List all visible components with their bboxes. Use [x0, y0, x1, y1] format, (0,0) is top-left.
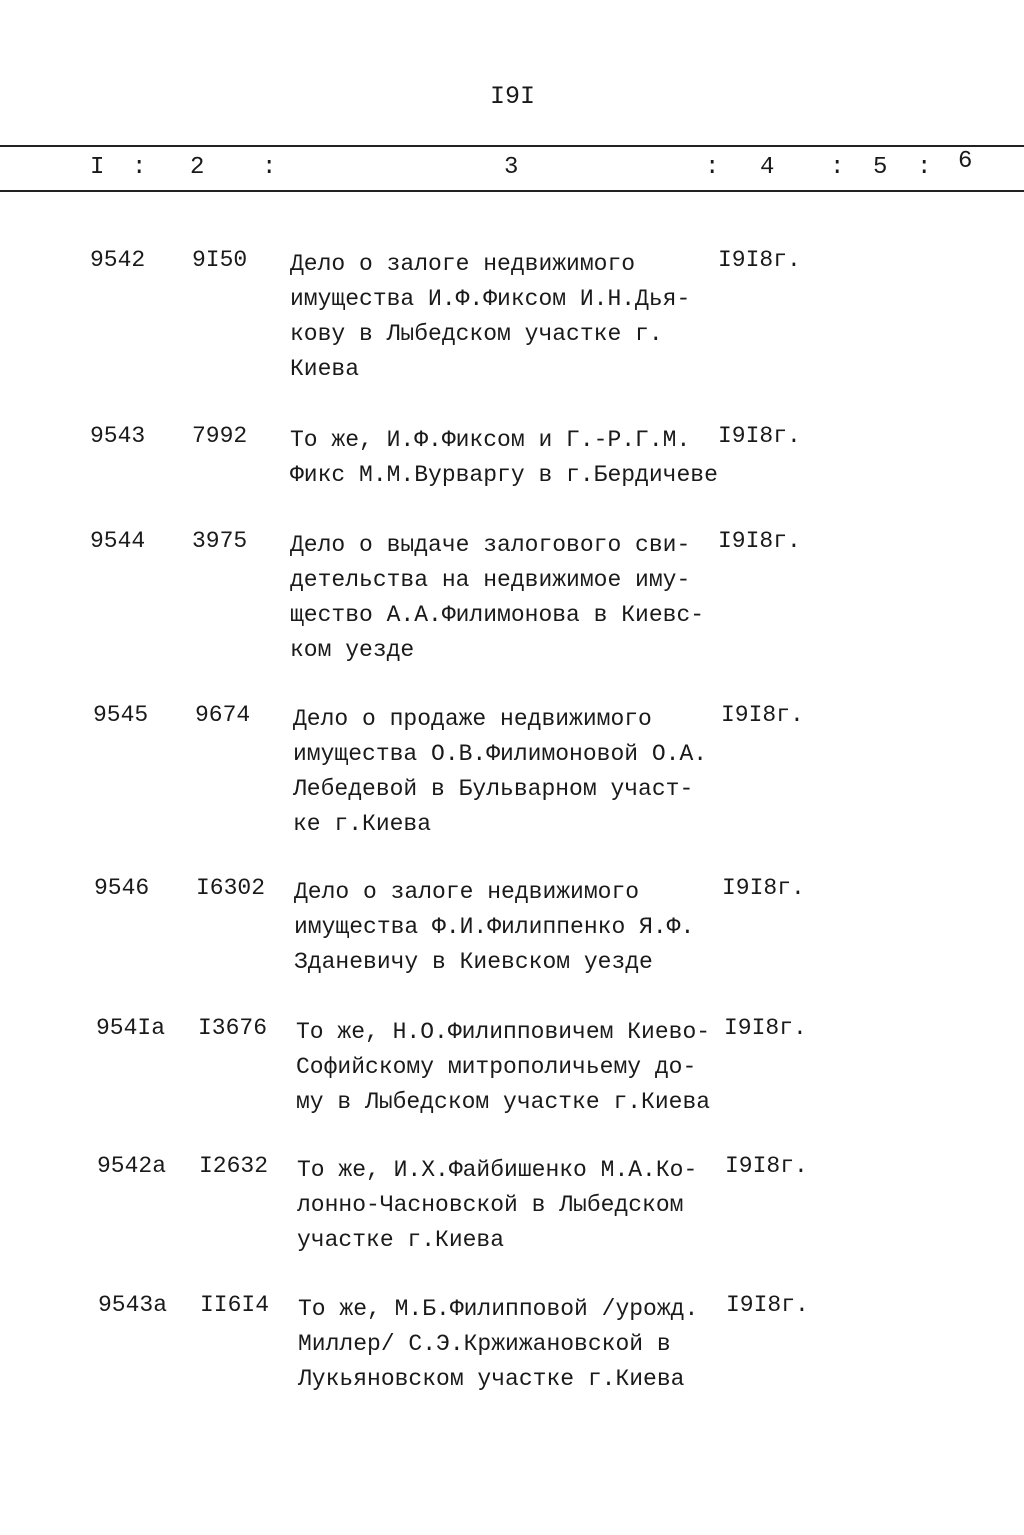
entry-description: [290, 423, 718, 493]
col-separator: :: [830, 154, 845, 181]
entry-year: I9I8г.: [722, 875, 805, 901]
entry-number: 9545: [93, 702, 149, 728]
description-line: имущества О.В.Филимоновой О.А.: [293, 741, 708, 767]
description-line: Софийскому митрополичьему до-: [296, 1054, 697, 1080]
entry-description: [298, 1292, 698, 1397]
col-6-header: 6: [958, 148, 973, 175]
old-number: I2632: [199, 1153, 269, 1179]
description-line: Киева: [290, 356, 360, 382]
old-number: I3676: [198, 1015, 268, 1041]
description-line: кову в Лыбедском участке г.: [290, 321, 663, 347]
page-number: I9I: [490, 82, 536, 111]
header-top-rule: [0, 145, 1024, 147]
entry-number: 9542а: [97, 1153, 167, 1179]
col-separator: :: [132, 154, 147, 181]
description-line: То же, И.Ф.Фиксом и Г.-Р.Г.М.: [290, 427, 691, 453]
entry-number: 9543а: [98, 1292, 168, 1318]
description-line: имущества Ф.И.Филиппенко Я.Ф.: [294, 914, 695, 940]
col-4-header: 4: [760, 154, 775, 181]
entry-number: 9543: [90, 423, 146, 449]
old-number: 9I50: [192, 247, 248, 273]
old-number: 7992: [192, 423, 248, 449]
entry-year: I9I8г.: [726, 1292, 809, 1318]
entry-year: I9I8г.: [718, 423, 801, 449]
description-line: Фикс М.М.Вурваргу в г.Бердичеве: [290, 462, 718, 488]
entry-year: I9I8г.: [725, 1153, 808, 1179]
description-line: Дело о выдаче залогового сви-: [290, 532, 691, 558]
old-number: 3975: [192, 528, 248, 554]
description-line: му в Лыбедском участке г.Киева: [296, 1089, 711, 1115]
entry-year: I9I8г.: [721, 702, 804, 728]
col-2-header: 2: [190, 154, 205, 181]
description-line: Дело о залоге недвижимого: [290, 251, 636, 277]
description-line: детельства на недвижимое иму-: [290, 567, 691, 593]
entry-number: 9542: [90, 247, 146, 273]
description-line: участке г.Киева: [297, 1227, 505, 1253]
description-line: То же, М.Б.Филипповой /урожд.: [298, 1296, 699, 1322]
description-line: ке г.Киева: [293, 811, 432, 837]
old-number: 9674: [195, 702, 251, 728]
entry-description: [293, 702, 707, 842]
col-3-header: 3: [504, 154, 519, 181]
description-line: Дело о продаже недвижимого: [293, 706, 652, 732]
entry-description: [296, 1015, 710, 1120]
description-line: щество А.А.Филимонова в Киевс-: [290, 602, 705, 628]
entry-number: 9544: [90, 528, 146, 554]
col-1-header: I: [90, 154, 105, 181]
description-line: То же, И.Х.Файбишенко М.А.Ко-: [297, 1157, 698, 1183]
description-line: Миллер/ С.Э.Кржижановской в: [298, 1331, 671, 1357]
description-line: ком уезде: [290, 637, 415, 663]
description-line: То же, Н.О.Филипповичем Киево-: [296, 1019, 711, 1045]
entry-year: I9I8г.: [718, 528, 801, 554]
description-line: Зданевичу в Киевском уезде: [294, 949, 653, 975]
entry-description: [294, 875, 694, 980]
entry-number: 954Iа: [96, 1015, 166, 1041]
col-5-header: 5: [873, 154, 888, 181]
description-line: лонно-Часновской в Лыбедском: [297, 1192, 684, 1218]
entry-description: [297, 1153, 697, 1258]
old-number: I6302: [196, 875, 266, 901]
description-line: Лебедевой в Бульварном участ-: [293, 776, 694, 802]
col-separator: :: [262, 154, 277, 181]
col-separator: :: [705, 154, 720, 181]
entry-number: 9546: [94, 875, 150, 901]
entry-year: I9I8г.: [724, 1015, 807, 1041]
old-number: II6I4: [200, 1292, 270, 1318]
description-line: Лукьяновском участке г.Киева: [298, 1366, 685, 1392]
header-bottom-rule: [0, 190, 1024, 192]
description-line: Дело о залоге недвижимого: [294, 879, 640, 905]
col-separator: :: [917, 154, 932, 181]
description-line: имущества И.Ф.Фиксом И.Н.Дья-: [290, 286, 691, 312]
entry-year: I9I8г.: [718, 247, 801, 273]
entry-description: [290, 528, 704, 668]
entry-description: [290, 247, 690, 387]
